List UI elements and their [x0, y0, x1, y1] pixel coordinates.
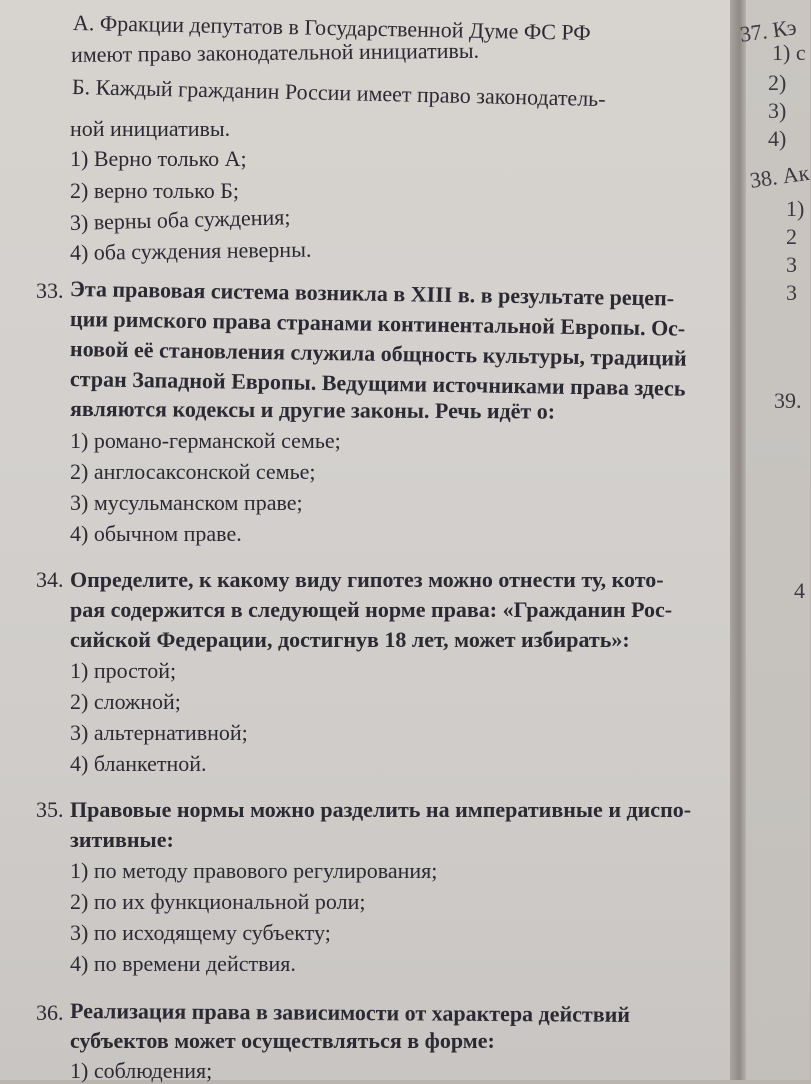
rp-q38-option-1: 1) [786, 196, 805, 221]
q35-option-2: 2) по их функциональной роли; [70, 889, 366, 914]
q33-line-3: новой её становления служила общность культуры, традиций [69, 336, 687, 371]
q34-option-2: 2) сложной; [70, 689, 181, 714]
q33-line-4: стран Западной Европы. Ведущими источниками права здесь [69, 366, 686, 401]
rp-q37-option-2: 2) [768, 70, 787, 95]
q36-line-1: Реализация права в зависимости от характера действий [69, 998, 631, 1027]
q33-option-4: 4) обычном праве. [70, 521, 242, 546]
rp-q37-option-4: 4) [768, 126, 787, 151]
q36-line-2: субъектов может осуществляться в форме: [70, 1028, 495, 1053]
q36-option-1: 1) соблюдения; [70, 1058, 213, 1083]
q35-number: 35. [36, 797, 64, 822]
q34-number: 34. [36, 567, 64, 592]
rp-q38-option-2: 2 [786, 224, 797, 249]
q33-number: 33. [36, 278, 64, 303]
q32-line-3: Б. Каждый гражданин России имеет право законодатель- [71, 74, 606, 112]
rp-q37-number: 37. Кэ [738, 14, 798, 47]
q34-option-1: 1) простой; [70, 658, 177, 683]
q32-option-4: 4) оба суждения неверны. [69, 236, 312, 265]
q35-line-1: Правовые нормы можно разделить на императивные и диспо- [70, 797, 692, 822]
q33-option-3: 3) мусульманском праве; [70, 490, 303, 515]
q33-line-2: ции римского права странами континентальной Европы. Ос- [69, 306, 686, 341]
q32-line-1: А. Фракции депутатов в Государственной Думе ФС РФ [72, 10, 591, 45]
q35-line-2: зитивные: [70, 827, 174, 852]
q36-number: 36. [36, 1000, 64, 1025]
q33-option-1: 1) романо-германской семье; [70, 428, 341, 453]
q34-line-3: сийской Федерации, достигнув 18 лет, может избирать»: [70, 627, 630, 652]
rp-q38-number: 38. Ак [748, 159, 811, 193]
q34-option-3: 3) альтернативной; [70, 720, 248, 745]
book-gutter [730, 0, 746, 1080]
rp-q38-option-3: 3 [786, 252, 797, 277]
q33-line-1: Эта правовая система возникла в XIII в. в результате рецеп- [69, 276, 675, 311]
rp-q37-option-1: 1) с [772, 40, 806, 65]
q35-option-1: 1) по методу правового регулирования; [70, 858, 438, 883]
q33-line-5: являются кодексы и другие законы. Речь идёт о: [69, 396, 556, 424]
rp-q40-fragment: 4 [794, 578, 805, 603]
rp-q38-option-4: 3 [786, 280, 797, 305]
q32-line-4: ной инициативы. [70, 116, 231, 141]
right-page [738, 0, 811, 1080]
q34-option-4: 4) бланкетной. [70, 751, 207, 776]
q33-option-2: 2) англосаксонской семье; [70, 459, 316, 484]
q32-line-2: имеют право законодательной инициативы. [70, 37, 480, 67]
q34-line-1: Определите, к какому виду гипотез можно отнести ту, кото- [70, 567, 664, 592]
q32-option-1: 1) Верно только А; [70, 146, 247, 171]
rp-q37-option-3: 3) [768, 98, 787, 123]
rp-q39-number: 39. [774, 388, 802, 413]
q34-line-2: рая содержится в следующей норме права: «Гражданин Рос- [70, 597, 673, 622]
q35-option-3: 3) по исходящему субъекту; [70, 920, 331, 945]
q32-option-3: 3) верны оба суждения; [69, 204, 291, 235]
q35-option-4: 4) по времени действия. [70, 951, 296, 976]
q32-option-2: 2) верно только Б; [70, 178, 239, 203]
